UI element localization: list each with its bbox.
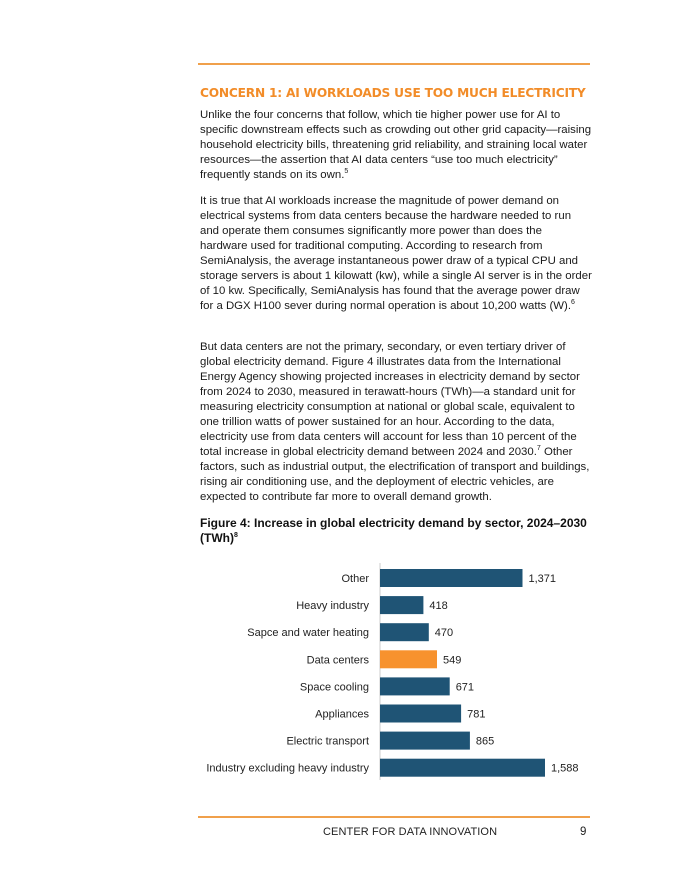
bar-industry-excluding-heavy-industry [380, 759, 545, 777]
category-label-space-cooling: Space cooling [299, 681, 369, 694]
section-heading: CONCERN 1: AI WORKLOADS USE TOO MUCH ELECTRICITY [200, 86, 586, 100]
value-label-sapce-and-water-heating: 470 [434, 627, 454, 640]
category-label-heavy-industry: Heavy industry [296, 600, 369, 613]
value-label-data-centers: 549 [443, 654, 462, 667]
paragraph-3 [200, 340, 592, 505]
paragraph-2 [200, 194, 592, 314]
category-label-electric-transport: Electric transport [286, 735, 369, 748]
category-label-sapce-and-water-heating: Sapce and water heating [247, 627, 369, 640]
footnote-ref-8[interactable]: 8 [233, 532, 238, 539]
paragraph-1 [200, 108, 592, 183]
paragraph-3-text: But data centers are not the primary, secondary, or even tertiary driver of global electricity demand. Figure 4 illustrates data from the International Energy Agency showing projected increases in electricity demand by sector from 2024 to 2030, measured in terawatt-hours (TWh)—a standard unit for measuring electricity consumption at national or global scale, equivalent to one trillion watts of power sustained for an hour. According to the data, electricity use from data centers will account for less than 10 percent of the total increase in global electricity demand between 2024 and 2030. [200, 341, 580, 458]
bar-space-cooling [380, 677, 450, 695]
category-label-other: Other [341, 573, 369, 585]
value-label-appliances: 781 [467, 708, 486, 721]
bar-other [380, 569, 523, 587]
figure-title [200, 516, 590, 546]
footnote-ref-7[interactable]: 7 [536, 445, 541, 453]
paragraph-1-text: Unlike the four concerns that follow, which tie higher power use for AI to specific downstream effects such as crowding out other grid capacity—raising household electricity bills, threatening grid reliability, and straining local water resources—the assertion that AI data centers “use too much electricity” frequently stands on its own. [200, 109, 592, 181]
paragraph-2-text: It is true that AI workloads increase the magnitude of power demand on electrical systems from data centers because the hardware needed to run and operate them consumes significantly more power than does the hardware used for traditional computing. According to research from SemiAnalysis, the average instantaneous power draw of a typical CPU and storage servers is about 1 kilowatt (kw), while a single AI server is in the order of 10 kw. Specifically, SemiAnalysis has found that the average power draw for a DGX H100 sever during normal operation is about 10,200 watts (W). [200, 195, 592, 312]
category-label-industry-excluding-heavy-industry: Industry excluding heavy industry [206, 762, 369, 775]
footnote-ref-6[interactable]: 6 [571, 299, 575, 307]
value-label-other: 1,371 [528, 573, 557, 585]
bar-heavy-industry [380, 596, 423, 614]
value-label-industry-excluding-heavy-industry: 1,588 [551, 762, 579, 775]
bar-electric-transport [380, 732, 470, 750]
footnote-ref-5[interactable]: 5 [344, 168, 349, 176]
bar-appliances [380, 705, 461, 723]
value-label-space-cooling: 671 [455, 681, 475, 694]
category-label-appliances: Appliances [315, 708, 369, 721]
value-label-heavy-industry: 418 [429, 600, 448, 613]
bar-chart [0, 560, 680, 790]
bar-data-centers [380, 650, 437, 668]
figure-title-text: Figure 4: Increase in global electricity demand by sector, 2024–2030 (TWh) [200, 516, 587, 545]
bar-sapce-and-water-heating [380, 623, 429, 641]
paragraph-3-tail: Other factors, such as industrial output, the electrification of transport and buildings, rising air conditioning use, and the deployment of electric vehicles, are expected to contribute far more to overall demand growth. [200, 446, 590, 503]
value-label-electric-transport: 865 [475, 735, 495, 748]
page-number: 9 [580, 826, 587, 838]
bottom-rule [198, 816, 590, 818]
category-label-data-centers: Data centers [306, 654, 369, 667]
top-rule [198, 63, 590, 65]
footer-org: CENTER FOR DATA INNOVATION [323, 826, 498, 838]
